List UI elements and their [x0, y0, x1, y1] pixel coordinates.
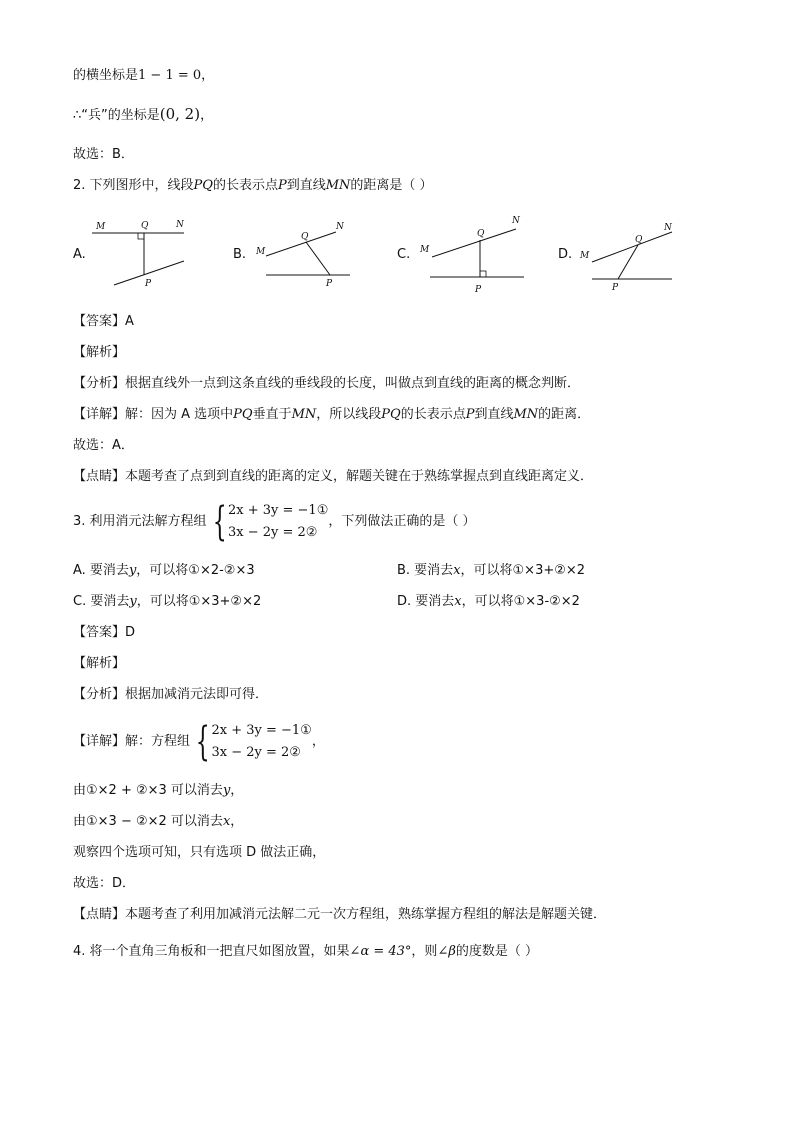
text-line: 故选：B．: [73, 147, 134, 162]
line-mn: [592, 232, 672, 262]
detail-text: 的距离．: [538, 407, 591, 422]
stem-text: 的度数是（ ）: [455, 944, 538, 959]
option-text: ，可以将①×2-②×3: [136, 563, 255, 578]
analysis-fenxi: 【分析】根据直线外一点到这条直线的垂线段的长度，叫做点到直线的距离的概念判断．: [73, 376, 581, 391]
option-text: D. 要消去: [397, 594, 455, 609]
line-text: ，: [200, 108, 214, 123]
equation-1: 2x + 3y = −1①: [211, 722, 312, 738]
stem-text: 4. 将一个直角三角板和一把直尺如图放置，如果: [73, 944, 350, 959]
detail-text: 到直线: [474, 407, 514, 422]
stem-text: ，则: [411, 944, 438, 959]
detail-text: 垂直于: [252, 407, 292, 422]
equation-system: [190, 720, 312, 764]
label-m: M: [420, 245, 430, 255]
math-var: P: [465, 407, 475, 422]
question-2-stem: [73, 177, 433, 195]
step-line: [73, 782, 243, 800]
option-text: A. 要消去: [73, 563, 129, 578]
math-var: MN: [325, 178, 351, 193]
math-var: y: [128, 563, 137, 578]
analysis-detail: [73, 718, 325, 766]
figure-d: [578, 220, 682, 296]
step-line: 观察四个选项可知，只有选项 D 做法正确，: [73, 845, 326, 860]
stem-text: 3. 利用消元法解方程组: [73, 514, 207, 529]
option-d: [397, 593, 580, 611]
segment-pq: [618, 245, 638, 279]
label-n: N: [336, 222, 344, 232]
label-n: N: [664, 223, 672, 233]
stem-text: 到直线: [286, 178, 326, 193]
option-d-label: D.: [558, 247, 573, 262]
dianjing-line: 【点睛】本题考查了利用加减消元法解二元一次方程组，熟练掌握方程组的解法是解题关键．: [73, 907, 607, 922]
choose-line: 故选：D．: [73, 876, 136, 891]
stem-text: 的长表示点: [212, 178, 278, 193]
math-var: x: [453, 563, 461, 578]
right-angle-mark: [138, 233, 144, 239]
label-p: P: [326, 279, 333, 289]
brace-glyph: {: [195, 718, 210, 765]
text-line: [73, 67, 214, 85]
option-text: ，可以将①×3+②×2: [460, 563, 586, 578]
label-p: P: [612, 283, 619, 293]
label-p: P: [475, 285, 482, 295]
step-text: 由①×3 − ②×2 可以消去: [73, 814, 223, 829]
step-line: [73, 813, 243, 831]
math-var: PQ: [381, 407, 401, 422]
choose-line: 故选：A．: [73, 438, 134, 453]
step-text: 由①×2 + ②×3 可以消去: [73, 783, 223, 798]
option-c: [73, 593, 261, 611]
segment-pq: [306, 242, 330, 275]
option-c-label: C.: [397, 247, 411, 262]
label-q: Q: [141, 221, 149, 231]
question-4-stem: [73, 943, 538, 961]
detail-text: ，所以线段: [316, 407, 382, 422]
line-text: ，: [201, 68, 215, 83]
label-q: Q: [635, 235, 643, 245]
stem-text: 的距离是（ ）: [350, 178, 433, 193]
answer-label: 【答案】D: [73, 625, 136, 640]
label-n: N: [512, 216, 520, 226]
math-var: P: [277, 178, 287, 193]
option-text: C. 要消去: [73, 594, 130, 609]
stem-text: 2. 下列图形中，线段: [73, 178, 194, 193]
figure-b: [252, 220, 356, 296]
label-p: P: [145, 279, 152, 289]
option-a: [73, 562, 255, 580]
analysis-detail: [73, 406, 590, 424]
brace-glyph: {: [212, 498, 227, 545]
line-text: 的横坐标是: [73, 68, 139, 83]
math-expression: 1 − 1 = 0: [138, 68, 202, 83]
text-line: [73, 105, 213, 125]
math-expression: (0, 2): [159, 105, 201, 123]
option-text: ，可以将①×3-②×2: [461, 594, 580, 609]
option-a-label: A.: [73, 247, 86, 262]
math-var: MN: [291, 407, 317, 422]
math-expression: ∠β: [437, 944, 456, 959]
answer-label: 【答案】A: [73, 314, 134, 329]
stem-text: ，下列做法正确的是（ ）: [328, 514, 476, 529]
math-var: MN: [513, 407, 539, 422]
detail-text: ，: [311, 734, 325, 749]
option-b-label: B.: [233, 247, 247, 262]
math-expression: ∠α = 43°: [349, 944, 412, 959]
analysis-fenxi: 【分析】根据加减消元法即可得．: [73, 687, 269, 702]
equation-2: 3x − 2y = 2②: [228, 524, 318, 540]
label-m: M: [256, 247, 266, 257]
label-m: M: [580, 251, 590, 261]
step-text: ，: [230, 783, 244, 798]
math-var: y: [129, 594, 137, 609]
label-q: Q: [477, 229, 485, 239]
step-text: ，: [230, 814, 244, 829]
detail-text: 的长表示点: [400, 407, 466, 422]
option-text: B. 要消去: [397, 563, 454, 578]
label-m: M: [96, 222, 106, 232]
math-var: PQ: [233, 407, 253, 422]
option-b: [397, 562, 585, 580]
math-var: x: [222, 814, 231, 829]
figure-a: [88, 215, 198, 293]
math-var: PQ: [193, 178, 213, 193]
label-q: Q: [301, 232, 309, 242]
figure-c: [414, 212, 538, 298]
question-3-stem: [73, 498, 476, 546]
analysis-label: 【解析】: [73, 656, 126, 671]
equation-2: 3x − 2y = 2②: [211, 744, 301, 760]
analysis-label: 【解析】: [73, 345, 126, 360]
right-angle-mark: [480, 271, 486, 277]
detail-text: 【详解】解：因为 A 选项中: [73, 407, 234, 422]
option-text: ，可以将①×3+②×2: [136, 594, 262, 609]
line-mn: [432, 229, 516, 257]
equation-1: 2x + 3y = −1①: [228, 502, 329, 518]
detail-text: 【详解】解：方程组: [73, 734, 191, 749]
label-n: N: [176, 220, 184, 230]
math-var: x: [454, 594, 462, 609]
dianjing-line: 【点睛】本题考查了点到到直线的距离的定义，解题关键在于熟练掌握点到直线距离定义．: [73, 469, 594, 484]
math-var: y: [222, 783, 231, 798]
line-text: ∴“兵”的坐标是: [73, 108, 160, 123]
equation-system: [207, 500, 329, 544]
